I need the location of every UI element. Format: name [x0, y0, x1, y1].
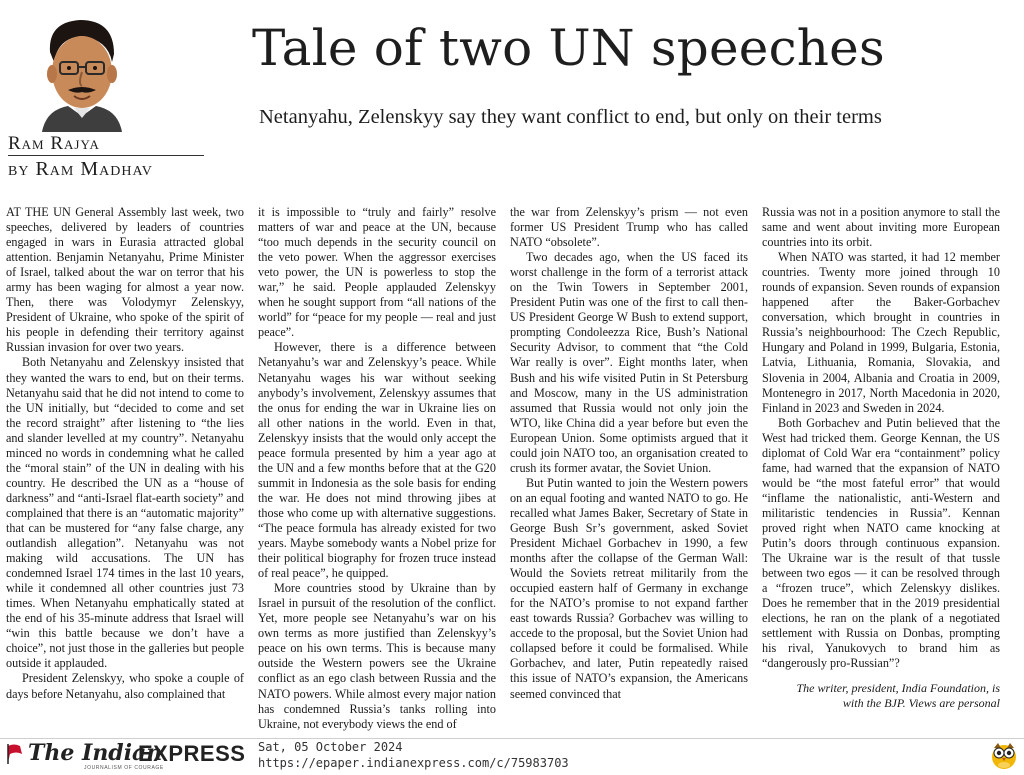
- owl-mascot-icon[interactable]: [990, 740, 1018, 770]
- paragraph: President Zelenskyy, who spoke a couple of days before Netanyahu, also complained that: [6, 671, 244, 701]
- headline: Tale of two UN speeches: [252, 19, 885, 77]
- express-flag-icon: [6, 742, 24, 764]
- column-name: Ram Rajya: [8, 133, 100, 154]
- paragraph: Russia was not in a position anymore to stall the same and went about inviting more European countries into its orbit.: [762, 205, 1000, 250]
- logo-text-express: EXPRESS: [138, 741, 246, 766]
- article-column-1: [6, 205, 244, 702]
- article-column-2: [258, 205, 496, 732]
- logo-text-the-indian: The Indian: [28, 740, 163, 766]
- paragraph: But Putin wanted to join the Western powers on an equal footing and wanted NATO to go. He recalled what James Baker, Secretary of State in George Bush Sr’s government, asked Soviet President Michael Gorbachev in 1990, a few months after the collapse of the German Wall: Would the Soviets retreat militarily from the occupied eastern half of Germany in exchange for the NATO’s promise to not expand farther east towards Russia? Gorbachev was willing to accede to the proposal, but the Soviet Union had collapsed before it could be formalised. While Gorbachev, and later, Putin repeatedly raised this issue of NATO’s expansion, the Americans seemed convinced that: [510, 475, 748, 701]
- paragraph: More countries stood by Ukraine than by Israel in pursuit of the resolution of the conflict. Yet, more people see Netanyahu’s war on his own terms as more justified than Zelenskyy’s peace on his own terms. This is because many outside the Western powers see the Ukraine conflict as an ego clash between Russia and the NATO powers. While almost every major nation has condemned Russia’s tanks rolling into Ukraine, not everybody views the end of: [258, 581, 496, 731]
- logo-tagline: JOURNALISM OF COURAGE: [84, 765, 164, 771]
- edition-date: Sat, 05 October 2024: [258, 740, 403, 754]
- column-divider: [8, 155, 204, 156]
- footer-divider: [0, 738, 1024, 739]
- paragraph: it is impossible to “truly and fairly” resolve matters of war and peace at the UN, because “too much depends in the security council on the veto power. When the aggressor exercises veto power, the UN is powerless to stop the war,” he said. People applauded Zelenskyy when he sought support from “all nations of the world” for “peace for my people — real and just peace”.: [258, 205, 496, 340]
- paragraph: When NATO was started, it had 12 member countries. Twenty more joined through 10 rounds of expansion. Seven rounds of expansion happened after the Baker-Gorbachev conversation, which brought in countries in Russia’s neighbourhood: The Czech Republic, Hungary and Poland in 1999, Bulgaria, Estonia, Latvia, Lithuania, Romania, Slovakia, and Slovenia in 2004, Albania and Croatia in 2009, Montenegro in 2017, North Macedonia in 2020, Finland in 2023 and Sweden in 2024.: [762, 250, 1000, 415]
- indian-express-logo: [6, 740, 256, 770]
- paragraph: Both Netanyahu and Zelenskyy insisted that they wanted the wars to end, but on their terms. Netanyahu said that he did not intend to come to the UN initially, but “decided to come and set the record straight” after listening to “the lies and slander levelled at my country”. Netanyahu minced no words in condemning what he called the “moral stain” of the UN in dealing with his country. He described the UN as a “house of darkness” and “anti-Israel flat-earth society” and complained that there is an “automatic majority” that can be mustered for “any false charge, any outlandish allegation”. Netanyahu was not making wild accusations. The UN has condemned Israel 174 times in the last 10 years, while it condemned all other countries just 73 times. When Netanyahu emphatically stated at the end of his 35-minute address that Israel will “win this battle because we don’t have a choice”, not just those in the galleries but people outside it applauded.: [6, 355, 244, 671]
- paragraph: Two decades ago, when the US faced its worst challenge in the form of a terrorist attack on the Twin Towers in September 2001, President Putin was one of the first to call then-US President George W Bush to extend support, prompting Condoleezza Rice, Bush’s National Security Advisor, to comment that “the Cold War really is over”. Eight months later, when Bush and his wife visited Putin in St Petersburg and Moscow, many in the US administration assumed that Russia would not only join the WTO, like China did a year before but even the European Union. Some optimists argued that it could join NATO too, an organisation created to crush its former avatar, the Soviet Union.: [510, 250, 748, 475]
- article-column-3: [510, 205, 748, 702]
- paragraph: the war from Zelenskyy’s prism — not even former US President Trump who has called NATO “obsolete”.: [510, 205, 748, 250]
- author-portrait: [28, 14, 134, 132]
- author-note: The writer, president, India Foundation, is with the BJP. Views are personal: [796, 681, 1000, 711]
- article-column-4: [762, 205, 1000, 711]
- paragraph: AT THE UN General Assembly last week, two speeches, delivered by leaders of countries engaged in wars in Eurasia attracted global attention. Benjamin Netanyahu, Prime Minister of Israel, talked about the war on terror that his army has been waging for almost a year now. Then, there was Volodymyr Zelenskyy, President of Ukraine, who spoke of the spirit of his people in defending their territory against Russian invasion for over two years.: [6, 205, 244, 355]
- paragraph: However, there is a difference between Netanyahu’s war and Zelenskyy’s peace. While Netanyahu wages his war without seeking anybody’s involvement, Zelenskyy assumes that the onus for ending the war in Ukraine lies on all other nations in the world. Even in that, Zelenskyy insists that the would only accept the peace formula presented by him a year ago at the UN and a few months before that at the G20 summit in Indonesia as the sole basis for ending the war. He does not mind throwing jibes at those who come up with alternative suggestions. “The peace formula has already existed for two years. Maybe somebody wants a Nobel prize for their political biography for frozen truce instead of real peace”, he quipped.: [258, 340, 496, 581]
- subheadline: Netanyahu, Zelenskyy say they want conflict to end, but only on their terms: [259, 106, 882, 128]
- paragraph: Both Gorbachev and Putin believed that the West had tricked them. George Kennan, the US diplomat of Cold War era “containment” policy fame, had warned that the expansion of NATO would be “the most fateful error” that would “inflame the nationalistic, anti-Western and militaristic tendencies in Russia”. Kennan proved right when NATO came knocking at Putin’s doors through continuous expansion. The Ukraine war is the result of that tussle between two egos — it can be resolved through a “frozen truce”, which Zelenskyy dislikes. Does he remember that in the 2019 presidential elections, he ran on the plank of a negotiated settlement with Russia on Donbas, prompting his rival, Yanukovych to brand him as “dangerously pro-Russian”?: [762, 415, 1000, 671]
- epaper-link[interactable]: https://epaper.indianexpress.com/c/75983703: [258, 756, 569, 770]
- byline: by Ram Madhav: [8, 158, 153, 180]
